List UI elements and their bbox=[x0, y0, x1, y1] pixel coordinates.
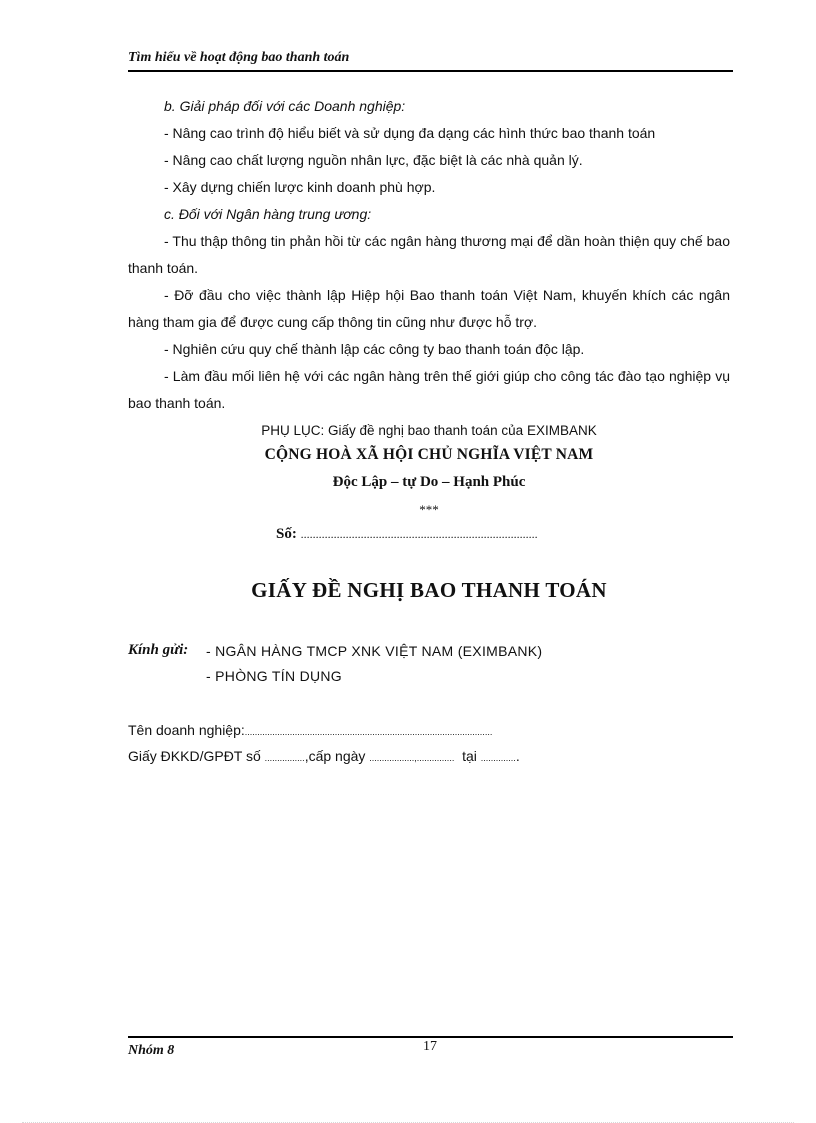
section-b-heading: b. Giải pháp đối với các Doanh nghiệp: bbox=[164, 98, 406, 114]
section-c-item-1: - Thu thập thông tin phản hồi từ các ngân hàng thương mại để dần hoàn thiện quy chế bao thanh toán. bbox=[128, 233, 730, 276]
section-c-heading: c. Đối với Ngân hàng trung ương: bbox=[164, 206, 372, 222]
footer-group: Nhóm 8 bbox=[128, 1043, 175, 1058]
license-place-label: tại bbox=[454, 748, 481, 764]
document-number-line bbox=[276, 526, 538, 543]
header-rule bbox=[128, 70, 733, 72]
national-title: CỘNG HOÀ XÃ HỘI CHỦ NGHĨA VIỆT NAM bbox=[264, 446, 594, 463]
separator-stars: *** bbox=[419, 502, 439, 517]
license-line: Giấy ĐKKD/GPĐT số ................,cấp ngày ..................,............... tại ............... bbox=[128, 748, 520, 764]
page-number: 17 bbox=[423, 1039, 437, 1054]
appendix-caption: PHỤ LỤC: Giấy đề nghị bao thanh toán của EXIMBANK bbox=[261, 423, 597, 438]
section-b-item-3: - Xây dựng chiến lược kinh doanh phù hợp. bbox=[164, 179, 436, 195]
national-motto: Độc Lập – tự Do – Hạnh Phúc bbox=[332, 474, 526, 490]
section-c-item-4: - Làm đầu mối liên hệ với các ngân hàng trên thế giới giúp cho công tác đào tạo nghiệp vụ bao thanh toán. bbox=[128, 368, 730, 411]
form-title: GIẤY ĐỀ NGHỊ BAO THANH TOÁN bbox=[251, 578, 607, 602]
company-name-label: Tên doanh nghiệp: bbox=[128, 722, 245, 738]
section-b-item-2: - Nâng cao chất lượng nguồn nhân lực, đặc biệt là các nhà quản lý. bbox=[164, 152, 583, 168]
section-c-item-2: - Đỡ đầu cho việc thành lập Hiệp hội Bao thanh toán Việt Nam, khuyến khích các ngân hàng tham gia để được cung cấp thông tin cũng như được hỗ trợ. bbox=[128, 287, 730, 330]
footer-rule bbox=[128, 1036, 733, 1038]
company-name-line bbox=[128, 722, 492, 738]
document-number-label: Số: bbox=[276, 526, 301, 542]
license-date-field: ..................,............... bbox=[369, 753, 455, 763]
document-number-field: ............................................................................... bbox=[300, 527, 538, 541]
recipient-department: - PHÒNG TÍN DỤNG bbox=[206, 668, 342, 684]
company-name-field: ................................................................................................... bbox=[244, 727, 493, 737]
license-number-field: ................ bbox=[264, 753, 305, 763]
section-c-item-3: - Nghiên cứu quy chế thành lập các công ty bao thanh toán độc lập. bbox=[164, 341, 585, 357]
license-number-label: Giấy ĐKKD/GPĐT số bbox=[128, 748, 265, 764]
recipient-label: Kính gửi: bbox=[128, 642, 189, 658]
section-b-item-1: - Nâng cao trình độ hiểu biết và sử dụng đa dạng các hình thức bao thanh toán bbox=[164, 125, 656, 141]
license-place-field: .............. bbox=[480, 753, 516, 763]
running-header: Tìm hiểu về hoạt động bao thanh toán bbox=[128, 50, 350, 65]
body-text bbox=[128, 93, 730, 444]
recipient-bank: - NGÂN HÀNG TMCP XNK VIỆT NAM (EXIMBANK) bbox=[206, 643, 543, 659]
license-date-label: cấp ngày bbox=[308, 748, 370, 764]
